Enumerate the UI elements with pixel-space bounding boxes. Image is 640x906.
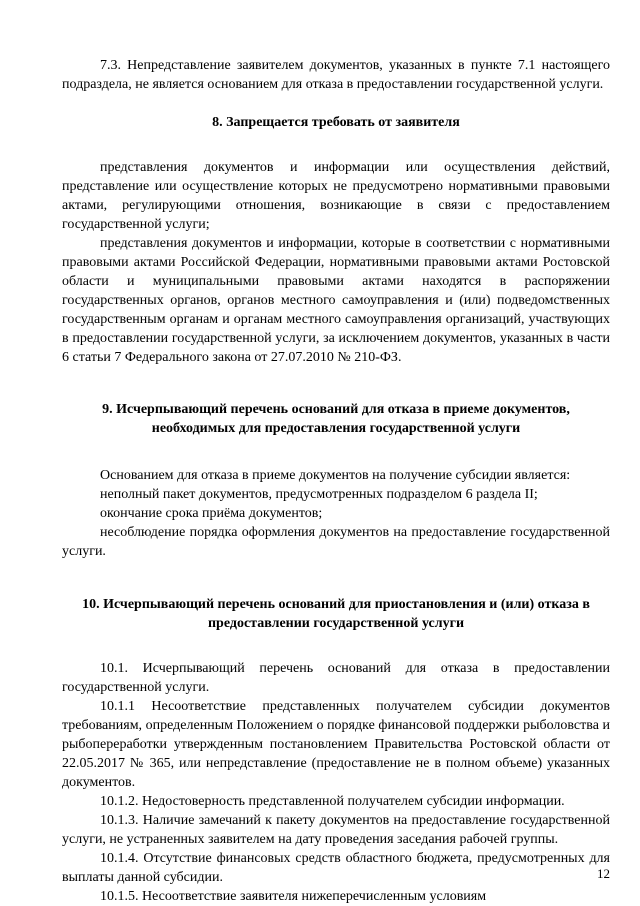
section-9-item-3: окончание срока приёма документов;	[100, 506, 323, 521]
section-9-heading-line-1: 9. Исчерпывающий перечень оснований для отказа в приеме документов,	[102, 402, 570, 417]
section-9-heading-line-2: необходимых для предоставления государственной услуги	[151, 421, 521, 436]
document-page	[62, 56, 610, 906]
section-10-item-3: 10.1.2. Недостоверность представленной получателем субсидии информации.	[100, 794, 565, 809]
section-8-item-1: представления документов и информации или осуществления действий, представление или осуществление которых не предусмотрено нормативными правовыми актами, регулирующими отношения, возникающие в связи с предоставлением государственной услуги;	[62, 160, 610, 232]
section-9-heading	[62, 400, 610, 438]
paragraph-7-3: 7.3. Непредставление заявителем документов, указанных в пункте 7.1 настоящего подраздела, не является основанием для отказа в предоставлении государственной услуги.	[62, 58, 610, 92]
section-10-heading-line-1: 10. Исчерпывающий перечень оснований для приостановления и (или) отказа в	[82, 597, 590, 612]
section-10-item-5: 10.1.4. Отсутствие финансовых средств областного бюджета, предусмотренных для выплаты данной субсидии.	[62, 851, 610, 885]
section-10-item-2: 10.1.1 Несоответствие представленных получателем субсидии документов требованиям, определенным Положением о порядке финансовой поддержки рыболовства и рыбопереработки утвержденным постановлением Правительства Ростовской области от 22.05.2017 № 365, или непредставление (предоставление не в полном объеме) указанных документов.	[62, 699, 610, 790]
section-9-item-4: несоблюдение порядка оформления документов на предоставление государственной услуги.	[62, 525, 610, 559]
section-9-item-1: Основанием для отказа в приеме документов на получение субсидии является:	[100, 468, 571, 483]
section-8-heading: 8. Запрещается требовать от заявителя	[212, 115, 460, 130]
page-number: 12	[597, 866, 610, 881]
section-10-item-6: 10.1.5. Несоответствие заявителя нижеперечисленным условиям	[100, 889, 487, 904]
section-10-heading	[62, 595, 610, 633]
section-10-item-4: 10.1.3. Наличие замечаний к пакету документов на предоставление государственной услуги, не устраненных заявителем на дату проведения заседания рабочей группы.	[62, 813, 610, 847]
section-10-item-1: 10.1. Исчерпывающий перечень оснований для отказа в предоставлении государственной услуги.	[62, 661, 610, 695]
section-9-item-2: неполный пакет документов, предусмотренных подразделом 6 раздела II;	[100, 487, 538, 502]
section-10-heading-line-2: предоставлении государственной услуги	[207, 616, 465, 631]
section-8-item-2: представления документов и информации, которые в соответствии с нормативными правовыми актами Российской Федерации, нормативными правовыми актами Ростовской области и муниципальными правовыми актами находятся в распоряжении государственных органов, органов местного самоуправления и (или) подведомственных государственным органам и органам местного самоуправления организаций, участвующих в предоставлении государственной услуги, за исключением документов, указанных в части 6 статьи 7 Федерального закона от 27.07.2010 № 210-ФЗ.	[62, 236, 610, 365]
